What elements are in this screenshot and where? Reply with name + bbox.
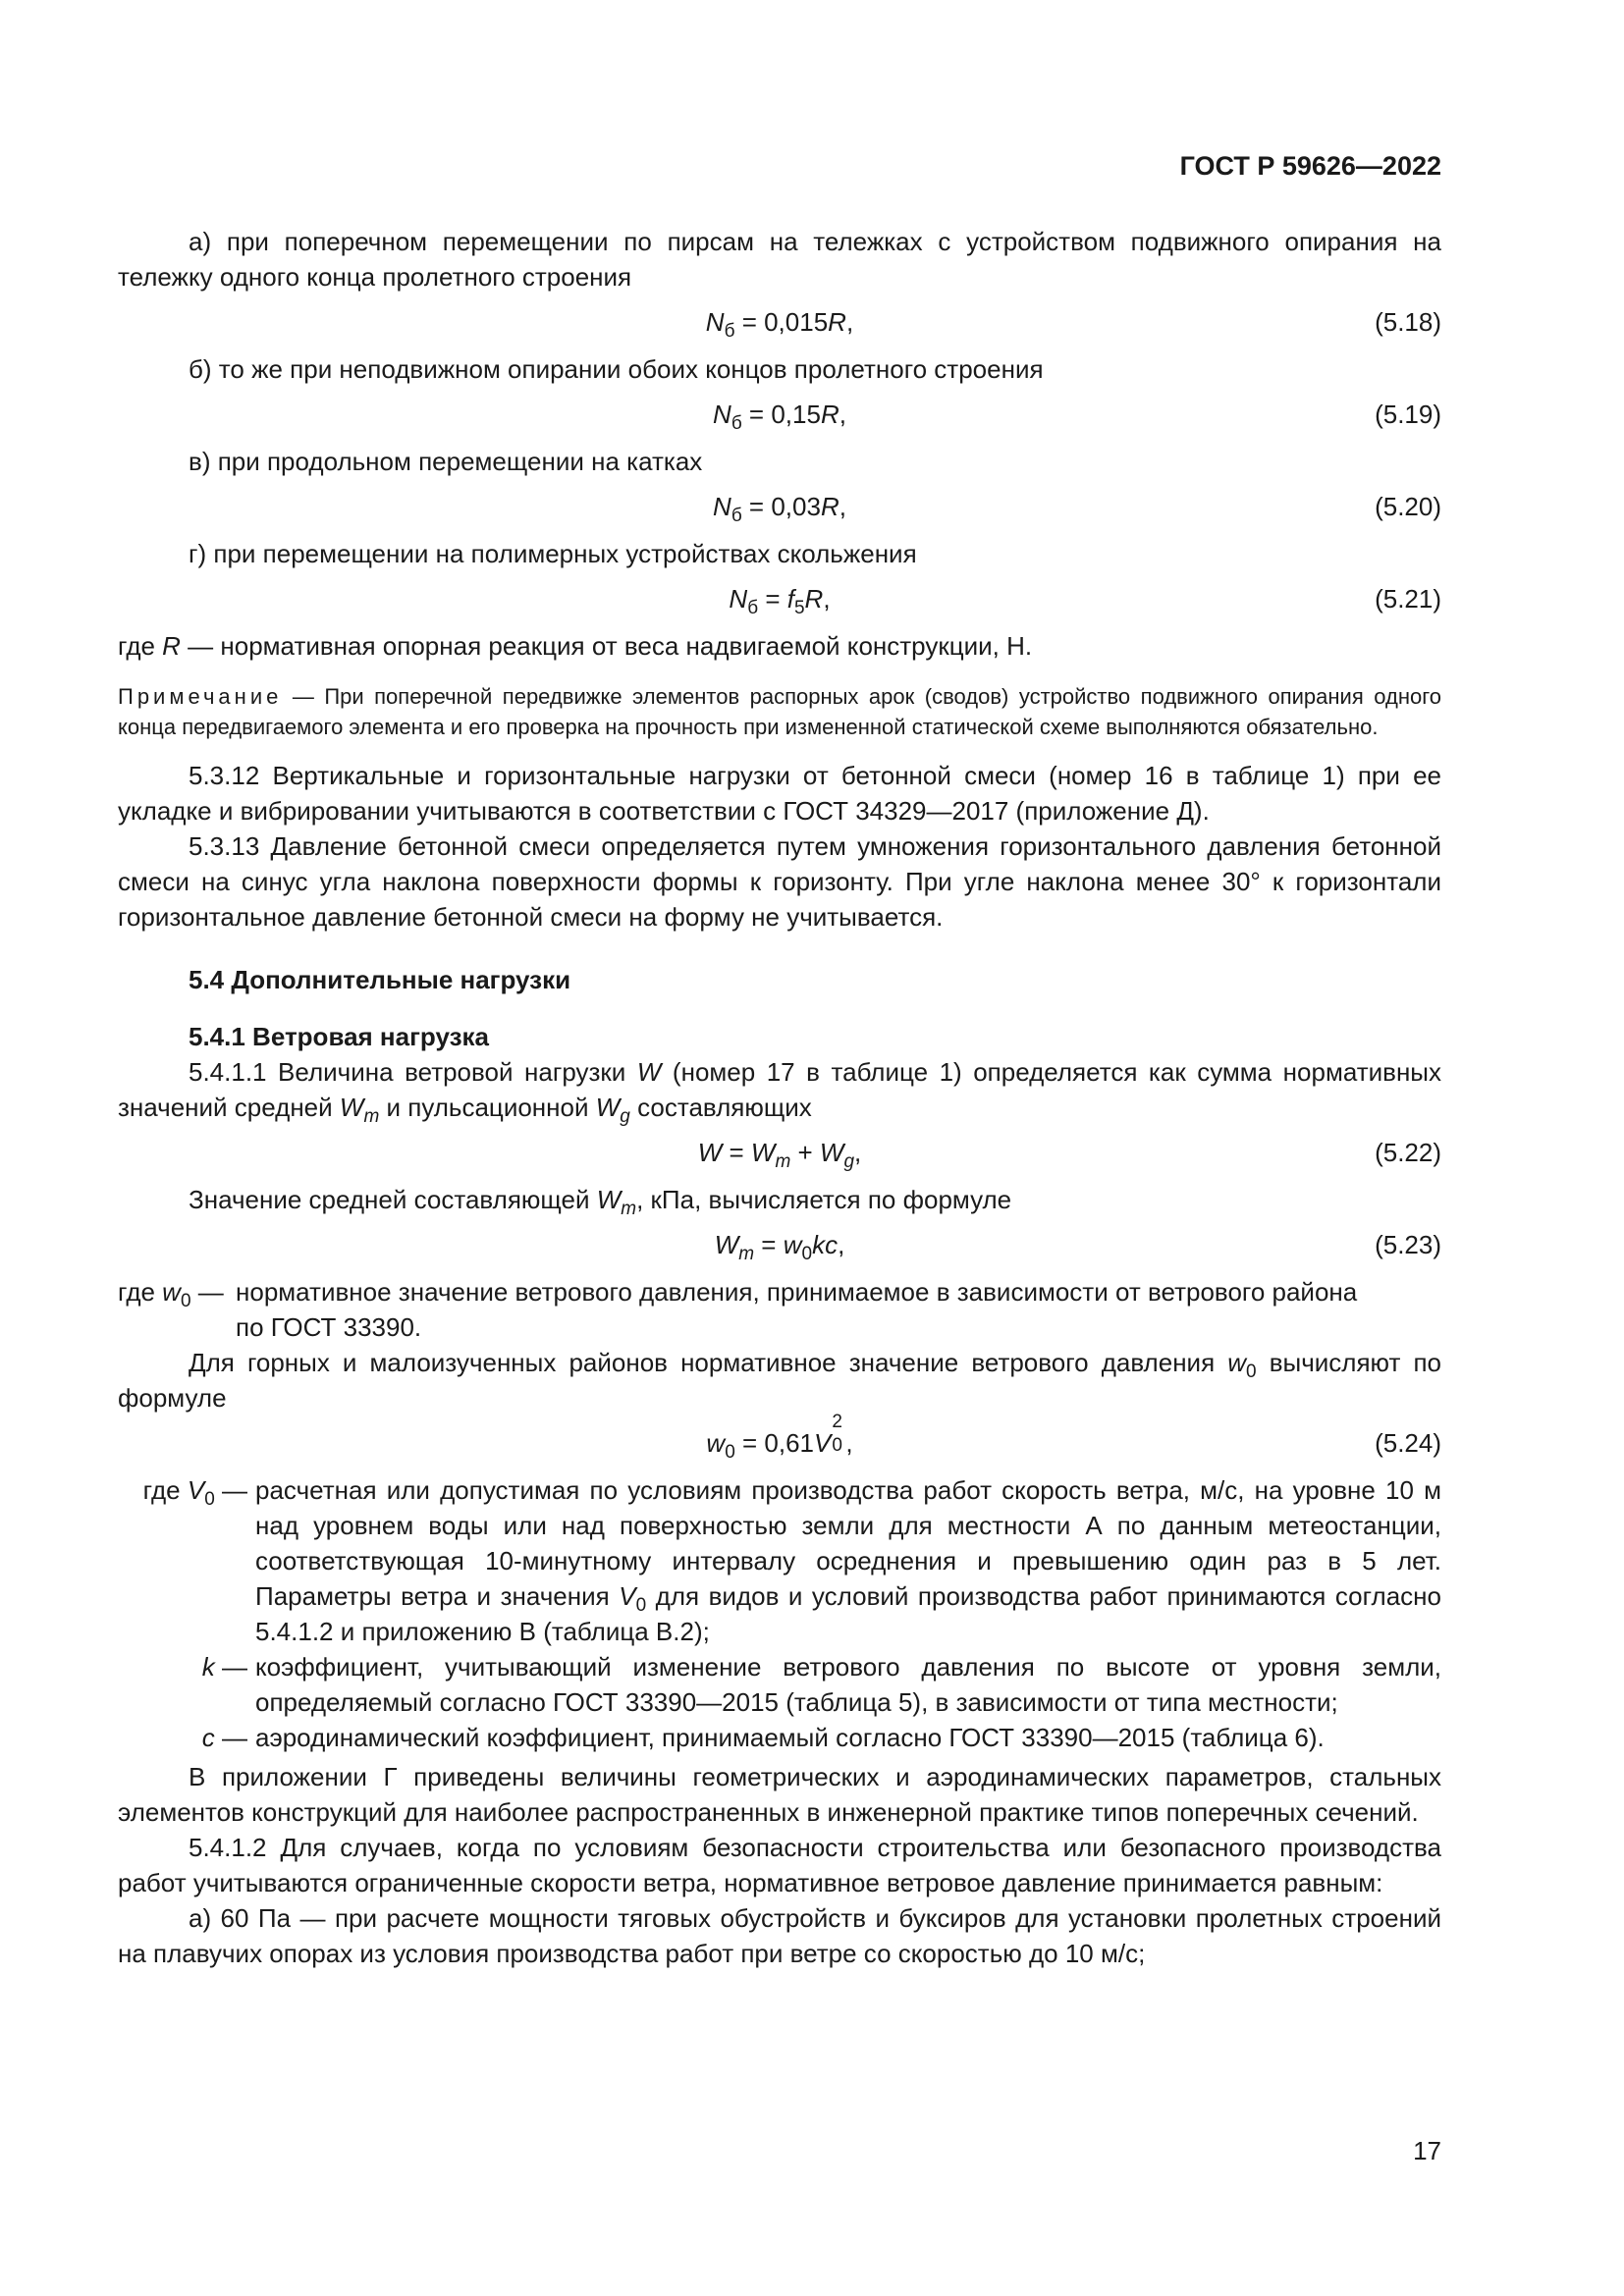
formula-number: (5.18): [1375, 307, 1441, 337]
item-v-text: в) при продольном перемещении на катках: [189, 447, 703, 476]
note-text: — При поперечной передвижке элементов распорных арок (сводов) устройство подвижного опирания одного конца передвигаемого элемента и его проверка на прочность при измененной статической схеме выполняются обязательно.: [118, 684, 1441, 739]
where-w0-definition: где $w_0$ — нормативное значение ветрового давления, принимаемое в зависимости от ветрового района по ГОСТ 33390.: [118, 1277, 1358, 1342]
formula-number: (5.22): [1375, 1138, 1441, 1167]
item-a-text: а) при поперечном перемещении по пирсам на тележках с устройством подвижного опирания на тележку одного конца пролетного строения: [118, 227, 1441, 292]
section-heading-5-4: 5.4 Дополнительные нагрузки: [189, 965, 571, 994]
formula-5-22: $W = W_m + W_g$, (5.22): [118, 1135, 1441, 1170]
formula-5-23: $W_m = w_0kc$, (5.23): [118, 1227, 1441, 1262]
page-content: [118, 224, 1441, 1971]
paragraph-5-3-12: 5.3.12 Вертикальные и горизонтальные нагрузки от бетонной смеси (номер 16 в таблице 1) при ее укладке и вибрировании учитываются в соответствии с ГОСТ 34329—2017 (приложение Д).: [118, 761, 1441, 826]
where-r-definition: где R — нормативная опорная реакция от веса надвигаемой конструкции, Н.: [118, 631, 1033, 661]
paragraph-5-3-13: 5.3.13 Давление бетонной смеси определяется путем умножения горизонтального давления бетонной смеси на синус угла наклона поверхности формы к горизонту. При угле наклона менее 30° к горизонтали горизонтальное давление бетонной смеси на форму не учитывается.: [118, 831, 1441, 932]
formula-5-19: $N_б = 0,15R$, (5.19): [118, 397, 1441, 432]
formula-5-20: $N_б = 0,03R$, (5.20): [118, 489, 1441, 524]
note-label: Примечание: [118, 684, 283, 709]
item-b-text: б) то же при неподвижном опирании обоих концов пролетного строения: [189, 354, 1044, 384]
formula-number: (5.20): [1375, 492, 1441, 521]
definition-desc-v0: расчетная или допустимая по условиям производства работ скорость ветра, м/с, на уровне 10 м над уровнем воды или над поверхностью земли для местности А по данным метеостанции, соответствующая 10-минутному интервалу осреднения и превышению один раз в 5 лет. Параметры ветра и значения $V_0$ для видов и условий производства работ принимаются согласно 5.4.1.2 и приложению В (таблица В.2);: [255, 1475, 1442, 1646]
definitions-list: [118, 1472, 1441, 1755]
formula-number: (5.21): [1375, 584, 1441, 614]
definition-desc-k: коэффициент, учитывающий изменение ветрового давления по высоте от уровня земли, определяемый согласно ГОСТ 33390—2015 (таблица 5), в зависимости от типа местности;: [255, 1652, 1441, 1717]
note-block: [118, 681, 1441, 742]
formula-5-18: $N_б = 0,015R$, (5.18): [118, 304, 1441, 340]
formula-5-21: $N_б = f_5R$, (5.21): [118, 581, 1441, 616]
paragraph-mountain-regions: Для горных и малоизученных районов нормативное значение ветрового давления $w_0$ вычисляют по формуле: [118, 1348, 1441, 1413]
page-number: 17: [1413, 2136, 1441, 2165]
definition-term-c: c —: [201, 1723, 247, 1752]
formula-5-24: $w_0 = 0,61V$ 2 0 , (5.24): [706, 1412, 1441, 1463]
definition-term-v0: где $V_0$ —: [142, 1475, 247, 1510]
paragraph-5-4-1-2: 5.4.1.2 Для случаев, когда по условиям безопасности строительства или безопасного производства работ учитываются ограниченные скорости ветра, нормативное ветровое давление принимается равным:: [118, 1833, 1441, 1897]
paragraph-5-4-1-1: 5.4.1.1 Величина ветровой нагрузки W (номер 17 в таблице 1) определяется как сумма нормативных значений средней $W_m$ и пульсационной $W_g$ составляющих: [118, 1057, 1441, 1127]
item-a-60pa: а) 60 Па — при расчете мощности тяговых обустройств и буксиров для установки пролетных строений на плавучих опорах из условия производства работ при ветре со скоростью до 10 м/с;: [118, 1903, 1441, 1968]
paragraph-appendix-g: В приложении Г приведены величины геометрических и аэродинамических параметров, стальных элементов конструкций для наиболее распространенных в инженерной практике типов поперечных сечений.: [118, 1762, 1441, 1827]
formula-number: (5.23): [1375, 1230, 1441, 1259]
definition-desc-c: аэродинамический коэффициент, принимаемый согласно ГОСТ 33390—2015 (таблица 6).: [255, 1723, 1325, 1752]
section-heading-5-4-1: 5.4.1 Ветровая нагрузка: [189, 1022, 489, 1051]
formula-number: (5.24): [1375, 1428, 1441, 1458]
item-g-text: г) при перемещении на полимерных устройствах скольжения: [189, 539, 917, 568]
document-header: ГОСТ Р 59626—2022: [1179, 151, 1441, 181]
definition-term-k: k —: [201, 1652, 247, 1682]
formula-number: (5.19): [1375, 400, 1441, 429]
paragraph-mean-component: Значение средней составляющей $W_m$, кПа, вычисляется по формуле: [189, 1185, 1012, 1219]
